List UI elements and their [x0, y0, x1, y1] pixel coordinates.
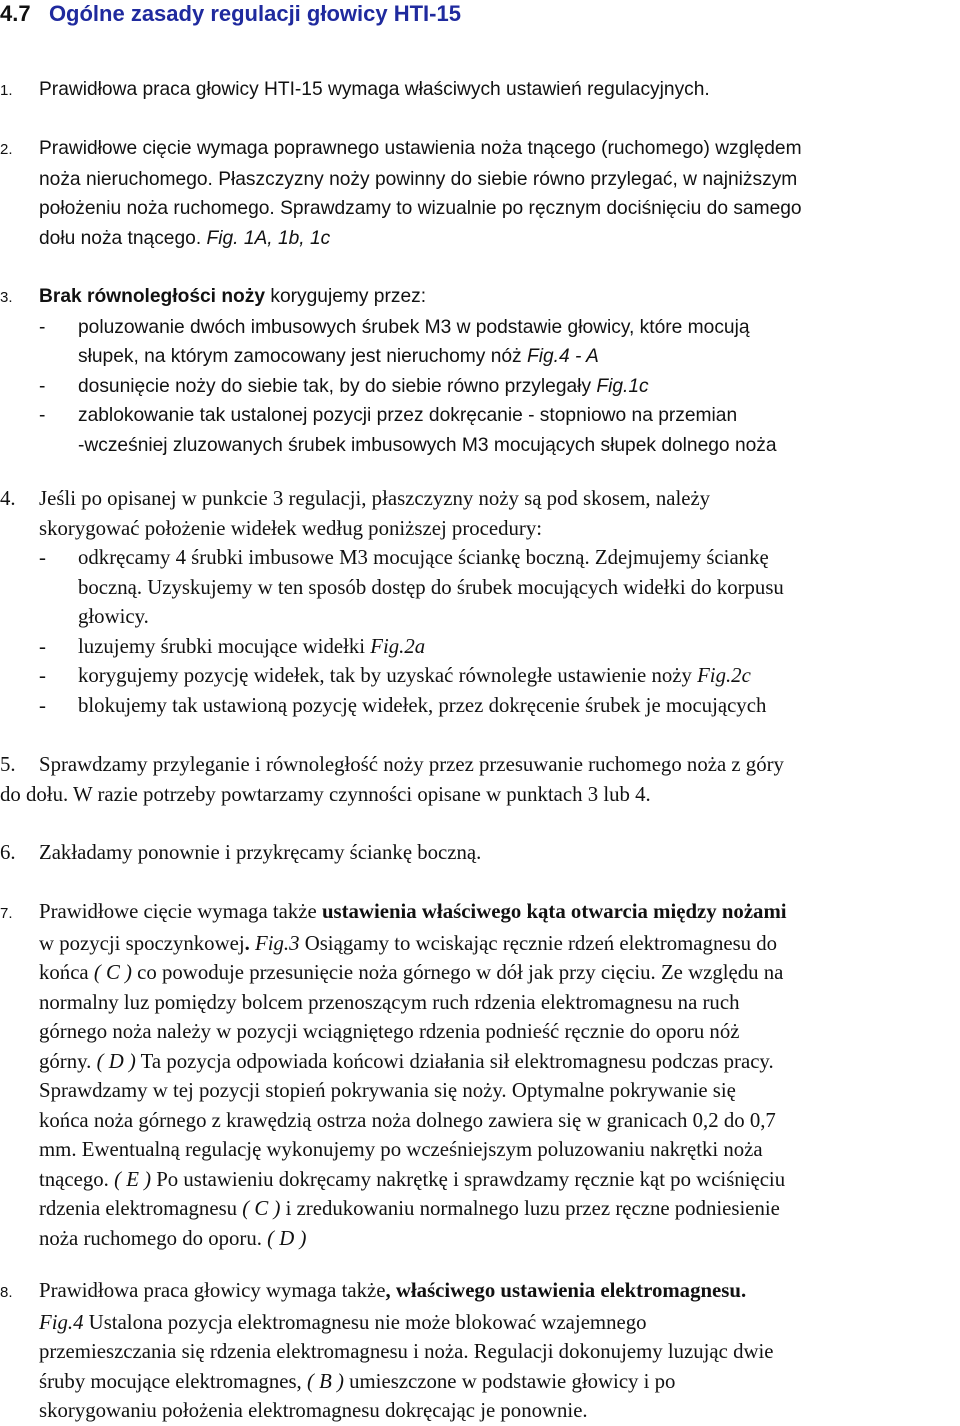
- paragraph-number: 5.: [0, 753, 16, 776]
- bullet-item: poluzowanie dwóch imbusowych śrubek M3 w podstawie głowicy, które mocują: [78, 316, 750, 338]
- paragraph-7: 7. Prawidłowe cięcie wymaga także ustawienia właściwego kąta otwarcia między nożami w pozycji spoczynkowej. Fig.3 Osiągamy to wciskając ręcznie rdzeń elektromagnesu do końca ( C ) co powoduje przesunięcie noża górnego w dół jak przy cięciu. Ze względu na normalny luz pomiędzy bolcem przenoszącym ruch rdzenia elektromagnesu na ruch górnego noża należy w pozycji wciągniętego rdzenia podnieść ręcznie do oporu nóż górny. ( D ) Ta pozycja odpowiada końcowi działania sił elektromagnesu podczas pracy. Sprawdzamy w tej pozycji stopień pokrywania się noży. Optymalne pokrywanie się końca noża górnego z krawędzią ostrza noża dolnego zawiera się w granicach 0,2 do 0,7 mm. Ewentualną regulację wykonujemy po wcześniejszym poluzowaniu nakrętki noża tnącego. ( E ) Po ustawieniu dokręcamy nakrętkę i sprawdzamy ręcznie kąt po wciśnięciu rdzenia elektromagnesu ( C ) i zredukowaniu normalnego luzu przez ręczne podniesienie noża ruchomego do oporu. ( D ): [0, 900, 787, 1250]
- bullet-item: blokujemy tak ustawioną pozycję widełek, przez dokręcenie śrubek je mocujących: [78, 693, 767, 717]
- figure-reference: Fig.4 - A: [526, 346, 599, 367]
- part-label: ( D ): [267, 1226, 307, 1250]
- part-label: ( B ): [306, 1369, 344, 1393]
- paragraph-3: 3. Brak równoległości noży korygujemy przez: - poluzowanie dwóch imbusowych śrubek M3 w podstawie głowicy, które mocują słupek, na którym zamocowany jest nieruchomy nóż Fig.4 - A - dosunięcie noży do siebie tak, by do siebie równo przylegały Fig.1c - zablokowanie tak ustalonej pozycji przez dokręcanie - stopniowo na przemian -wcześniej zluzowanych śrubek imbusowych M3 mocujących słupek dolnego noża: [0, 282, 955, 460]
- paragraph-1: [0, 75, 955, 106]
- part-label: ( D ): [96, 1049, 136, 1073]
- paragraph-4: 4. Jeśli po opisanej w punkcie 3 regulacji, płaszczyzny noży są pod skosem, należy skorygować położenie widełek według poniższej procedury: - odkręcamy 4 śrubki imbusowe M3 mocujące ściankę boczną. Zdejmujemy ściankę boczną. Uzyskujemy w ten sposób dostęp do śrubek mocujących widełki do korpusu głowicy. - luzujemy śrubki mocujące widełki Fig.2a - korygujemy pozycję widełek, tak by uzyskać równoległe ustawienie noży Fig.2c - blokujemy tak ustawioną pozycję widełek, przez dokręcenie śrubek je mocujących: [0, 484, 955, 720]
- figure-reference: Fig. 1A, 1b, 1c: [206, 227, 331, 249]
- figure-reference: Fig.2a: [370, 634, 426, 658]
- paragraph-text: Prawidłowa praca głowicy HTI-15 wymaga właściwych ustawień regulacyjnych.: [39, 79, 710, 100]
- paragraph-number: 7.: [0, 905, 13, 922]
- paragraph-number: 2.: [0, 141, 13, 158]
- section-heading: [0, 0, 461, 28]
- paragraph-number: 1.: [0, 82, 13, 99]
- paragraph-6: 6. Zakładamy ponownie i przykręcamy ściankę boczną.: [0, 838, 955, 868]
- bullet-item: korygujemy pozycję widełek, tak by uzyskać równoległe ustawienie noży: [78, 664, 698, 687]
- paragraph-8: 8. Prawidłowa praca głowicy wymaga także, właściwego ustawienia elektromagnesu. Fig.4 Ustalona pozycja elektromagnesu nie może blokować wzajemnego przemieszczania się rdzenia elektromagnesu i noża. Regulacji dokonujemy luzując dwie śruby mocujące elektromagnes, ( B ) umieszczone w podstawie głowicy i po skorygowaniu położenia elektromagnesu dokręcając je ponownie.: [0, 1279, 774, 1422]
- bullet-item: luzujemy śrubki mocujące widełki: [78, 634, 371, 658]
- section-title: Ogólne zasady regulacji głowicy HTI-15: [48, 1, 461, 26]
- bullet-item: odkręcamy 4 śrubki imbusowe M3 mocujące ściankę boczną. Zdejmujemy ściankę: [78, 546, 769, 569]
- part-label: ( C ): [93, 961, 132, 984]
- figure-reference: Fig.3: [255, 931, 300, 955]
- bold-phrase: Brak równoległości noży: [39, 286, 266, 307]
- paragraph-number: 3.: [0, 289, 13, 306]
- paragraph-number: 8.: [0, 1284, 13, 1301]
- bullet-item: dosunięcie noży do siebie tak, by do siebie równo przylegały: [78, 375, 597, 397]
- figure-reference: Fig.1c: [596, 375, 649, 397]
- section-number: 4.7: [0, 1, 31, 26]
- figure-reference: Fig.4: [39, 1310, 84, 1334]
- bold-phrase: , właściwego ustawienia elektromagnesu.: [385, 1279, 747, 1302]
- paragraph-number: 4.: [0, 487, 16, 510]
- paragraph-2: 2. Prawidłowe cięcie wymaga poprawnego ustawienia noża tnącego (ruchomego) względem noża nieruchomego. Płaszczyzny noży powinny do siebie równo przylegać, w najniższym położeniu noża ruchomego. Sprawdzamy to wizualnie po ręcznym dociśnięciu do samego dołu noża tnącego. Fig. 1A, 1b, 1c: [0, 134, 955, 253]
- part-label: ( C ): [242, 1197, 281, 1220]
- paragraph-5: 5. Sprawdzamy przyleganie i równoległość noży przez przesuwanie ruchomego noża z góry do dołu. W razie potrzeby powtarzamy czynności opisane w punktach 3 lub 4.: [0, 750, 955, 809]
- figure-reference: Fig.2c: [697, 664, 751, 687]
- bold-phrase: ustawienia właściwego kąta otwarcia między nożami: [321, 900, 787, 923]
- part-label: ( E ): [114, 1167, 152, 1191]
- paragraph-number: 6.: [0, 841, 16, 864]
- bullet-item: zablokowanie tak ustalonej pozycji przez dokręcanie - stopniowo na przemian: [78, 405, 738, 426]
